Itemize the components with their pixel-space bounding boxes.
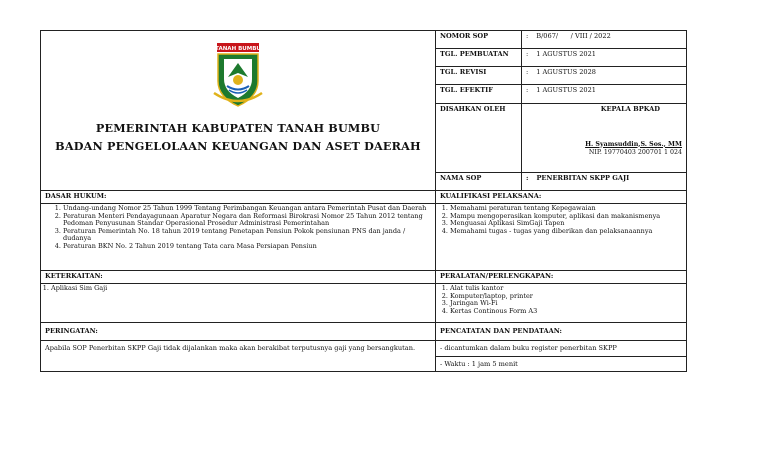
list-item: 2. Mampu mengoperasikan komputer, aplikasi dan makanismenya — [450, 213, 682, 221]
tgl-pembuatan-value: : 1 AGUSTUS 2021 — [522, 49, 687, 67]
list-item: 1. Undang-undang Nomor 25 Tahun 1999 Tentang Perimbangan Keuangan antara Pemerintah Pusat dan Daerah — [63, 205, 431, 213]
nomor-sop-value: : B/067/ / VIII / 2022 — [522, 31, 687, 49]
list-item: 1. Alat tulis kantor — [450, 285, 682, 293]
tgl-pembuatan-label: TGL. PEMBUATAN — [436, 49, 522, 67]
peringatan-heading: PERINGATAN: — [41, 323, 436, 341]
kualifikasi-list — [440, 205, 682, 235]
tgl-efektif-value: : 1 AGUSTUS 2021 — [522, 85, 687, 103]
pencatatan-heading: PENCATATAN DAN PENDATAAN: — [436, 323, 687, 341]
dasar-hukum-list-cell — [41, 204, 436, 271]
list-item: 4. Kertas Continous Form A3 — [450, 308, 682, 316]
keterkaitan-list-cell — [41, 284, 436, 323]
peringatan-text: Apabila SOP Penerbitan SKPP Gaji tidak dijalankan maka akan berakibat terputusnya gaji yang bersangkutan. — [41, 341, 436, 372]
disahkan-label: DISAHKAN OLEH — [436, 103, 522, 172]
keterkaitan-heading: KETERKAITAN: — [41, 271, 436, 284]
tgl-revisi-value: : 1 AGUSTUS 2028 — [522, 67, 687, 85]
title-line-2: BADAN PENGELOLAAN KEUANGAN DAN ASET DAERAH — [55, 139, 421, 153]
signer-name: H. Syamsuddin,S. Sos., MM — [585, 140, 682, 148]
peralatan-list — [440, 285, 682, 315]
peralatan-heading: PERALATAN/PERLENGKAPAN: — [436, 271, 687, 284]
regency-logo — [41, 43, 435, 109]
kualifikasi-list-cell — [436, 204, 687, 271]
list-item: 3. Peraturan Pemerintah No. 18 tahun 2019 tentang Penetapan Pensiun Pokok pensiunan PNS dan janda / dudanya — [63, 228, 431, 243]
pencatatan-line-1: - dicantumkan dalam buku register penerbitan SKPP — [436, 341, 687, 357]
nomor-sop-label: NOMOR SOP — [436, 31, 522, 49]
list-item: 2. Komputer/laptop, printer — [450, 293, 682, 301]
title-line-1: PEMERINTAH KABUPATEN TANAH BUMBU — [95, 121, 381, 135]
logo-text: TANAH BUMBU — [215, 46, 261, 52]
list-item: 1. Aplikasi Sim Gaji — [51, 285, 431, 293]
dasar-hukum-list — [45, 205, 431, 251]
header-cell — [41, 31, 436, 191]
pencatatan-line-2: - Waktu : 1 jam 5 menit — [436, 356, 687, 372]
approver-title: KEPALA BPKAD — [600, 104, 660, 113]
sop-table — [40, 30, 687, 372]
list-item: 2. Peraturan Menteri Pendayagunaan Aparatur Negara dan Reformasi Birokrasi Nomor 25 Tahun 2012 tentang Pedoman Penyusunan Standar Operasional Prosedur Administrasi Pemerintahan — [63, 213, 431, 228]
keterkaitan-list — [45, 285, 431, 293]
nama-sop-value: : PENERBITAN SKPP GAJI — [522, 172, 687, 190]
signer-nip: NIP. 19770403 200701 1 024 — [588, 148, 682, 156]
sop-document — [40, 30, 686, 384]
approval-block — [522, 103, 687, 172]
tgl-efektif-label: TGL. EFEKTIF — [436, 85, 522, 103]
list-item: 1. Memahami peraturan tentang Kepegawaian — [450, 205, 682, 213]
dasar-hukum-heading: DASAR HUKUM: — [41, 191, 436, 204]
list-item: 4. Peraturan BKN No. 2 Tahun 2019 tentang Tata cara Masa Persiapan Pensiun — [63, 243, 431, 251]
list-item: 4. Memahami tugas - tugas yang diberikan dan pelaksanaannya — [450, 228, 682, 236]
list-item: 3. Jaringan Wi-Fi — [450, 300, 682, 308]
tgl-revisi-label: TGL. REVISI — [436, 67, 522, 85]
nama-sop-label: NAMA SOP — [436, 172, 522, 190]
peralatan-list-cell — [436, 284, 687, 323]
list-item: 3. Menguasai Aplikasi SimGaji Tapen — [450, 220, 682, 228]
kualifikasi-heading: KUALIFIKASI PELAKSANA: — [436, 191, 687, 204]
